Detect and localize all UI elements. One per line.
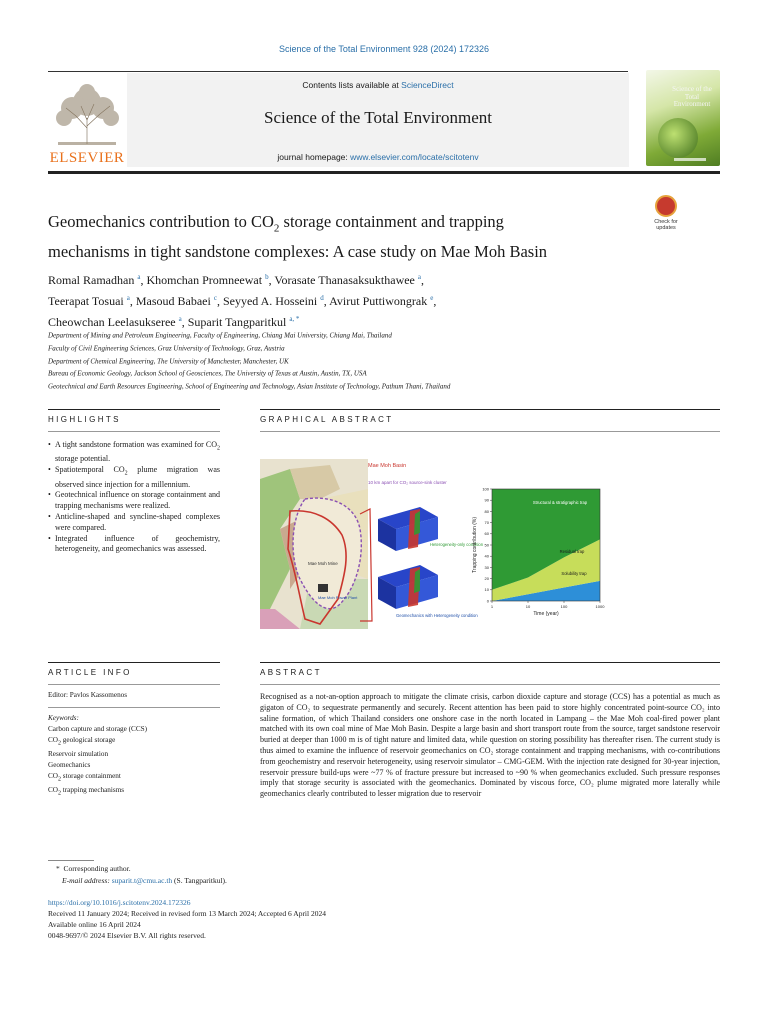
author-affil-sup[interactable]: b — [265, 273, 269, 281]
author-name[interactable]: Masoud Babaei — [135, 294, 211, 308]
article-info-heading: ARTICLE INFO — [48, 668, 132, 677]
abstract-body: Recognised as a not-an-option approach to mitigate the climate crisis, carbon dioxide capture and storage (CCS) has a potential as much as gigaton of CO₂ to sequestrate permanently and securely. Recent attention has been paid to store highly concentrated point-source CO₂ into saline formation, of which Thailand considers one onshore case in the north located in Lampang – the Mae Moh coal-fired power plant matched with its own coal mine of Mae Moh Basin. Despite a large basin and short transport route from the source, target sandstone reservoir buried at deeper than 1000 m is of tight nature and limited data, while question on storing possibility has thereafter risen. The current study is thus aimed to examine the influence of reservoir geomechanics on CO₂ storage containment and trapping mechanisms, with co-contributions from geochemistry and reservoir heterogeneity, using reservoir simulator – CMG-GEM. With the injection rate designed for 30-year injection, reservoir pressure build-ups were ~77 % of fracture pressure but increased to ~90 % when geomechanics excluded. Such pressure responses imply that storage security is associated with the geomechanics. Dominated by viscous force, CO₂ plume migrated more laterally while geomechanics clearly contributed to lesser migration due to reservoir — [260, 692, 720, 799]
region-label-solubility: Solubility trap — [561, 571, 587, 576]
affiliation-item — [48, 379, 688, 392]
highlight-item: • Spatiotemporal $CO_2$ plume migration was observed since injection for a millennium. — [48, 465, 220, 490]
graphical-abstract-heading: GRAPHICAL ABSTRACT — [260, 415, 394, 424]
y-axis-label: Trapping contribution (%) — [472, 517, 478, 573]
keyword-item: Carbon capture and storage (CCS) — [48, 725, 148, 733]
x-axis-label: Time (year) — [533, 611, 559, 617]
received-dates: Received 11 January 2024; Received in revised form 13 March 2024; Accepted 6 April 2024 — [48, 909, 326, 918]
affil-text: Bureau of Economic Geology, Jackson School of Geosciences, The University of Texas at Austin, Austin, TX, USA — [48, 369, 367, 378]
y-tick-label: 40 — [484, 553, 489, 559]
affil-text: Department of Mining and Petroleum Engineering, Faculty of Engineering, Chiang Mai University, Chiang Mai, Thailand — [48, 331, 392, 340]
reservoir-model-heterogeneity — [378, 507, 438, 551]
graphical-abstract-subrule — [260, 431, 720, 432]
email-owner: (S. Tangparitkul). — [174, 876, 227, 885]
highlights-heading: HIGHLIGHTS — [48, 415, 121, 424]
check-updates-label: Check for updates — [654, 219, 678, 231]
author-affil-sup[interactable]: a — [126, 294, 130, 302]
highlights-subrule — [48, 431, 220, 432]
author-affil-sup[interactable]: a — [137, 273, 141, 281]
article-info-rule — [48, 662, 220, 663]
cover-title: Science of the Total Environment — [672, 85, 712, 108]
cover-leaf-graphic — [658, 118, 698, 158]
author-name[interactable]: Cheowchan Leelasukseree — [48, 315, 176, 329]
y-tick-label: 70 — [484, 520, 489, 525]
keywords-label: Keywords: — [48, 714, 79, 722]
corresponding-author — [56, 864, 131, 875]
footnote-rule — [48, 860, 94, 861]
abstract-heading: ABSTRACT — [260, 668, 322, 677]
y-tick-label: 10 — [484, 587, 489, 593]
elsevier-wordmark: ELSEVIER — [49, 150, 125, 166]
reservoir-model-geomechanics — [378, 565, 438, 609]
map-title: Mae Moh Basin — [368, 463, 407, 469]
graphical-abstract-rule — [260, 409, 720, 410]
email-link[interactable]: suparit.t@cmu.ac.th — [111, 876, 173, 885]
affil-text: Faculty of Civil Engineering Sciences, Graz University of Technology, Graz, Austria — [48, 344, 285, 353]
check-updates-icon — [655, 195, 677, 217]
keyword-item: Geomechanics — [48, 760, 91, 769]
affiliation-item — [48, 366, 688, 379]
condition-2-label: Geomechanics with Heterogeneity condition — [396, 613, 478, 618]
y-tick-label: 80 — [484, 508, 489, 514]
journal-reference[interactable]: Science of the Total Environment 928 (2024) 172326 — [279, 44, 489, 54]
title-line-2: mechanisms in tight sandstone complexes: A case study on Mae Moh Basin — [48, 242, 548, 262]
x-tick-label: 1000 — [595, 604, 605, 609]
asterisk-mark: * — [56, 864, 60, 873]
author-name[interactable]: Seyyed A. Hosseini — [222, 294, 318, 308]
highlights-rule — [48, 409, 220, 410]
author-name[interactable]: Teerapat Tosuai — [48, 294, 124, 308]
contents-line — [127, 80, 629, 90]
doi-link[interactable] — [48, 898, 191, 909]
region-label-residual: Residual trap — [559, 549, 585, 554]
keyword-item: $CO_2$ geological storage — [48, 735, 116, 747]
journal-title: Science of the Total Environment — [264, 108, 492, 127]
keyword-item: $CO_2$ trapping mechanisms — [48, 785, 125, 797]
abstract-subrule — [260, 684, 720, 685]
plant-label: Mae Moh Power Plant — [318, 595, 358, 600]
author-list: Romal Ramadhan $^a$, Khomchan Promneewat $^b$, Vorasate Thanasaksukthawee $^a$, Teerapat Tosuai $^a$, Masoud Babaei $^c$, Seyyed A. Hosseini $^d$, Avirut Puttiwongrak $^e$, Cheowchan Leelasukseree $^a$, Suparit Tangparitkul $^{a, *}$ — [48, 273, 437, 329]
email-label: E-mail address: — [62, 876, 110, 885]
author-name[interactable]: Romal Ramadhan — [48, 273, 135, 287]
author-name[interactable]: Suparit Tangparitkul — [187, 315, 287, 329]
copyright-line: 0048-9697/© 2024 Elsevier B.V. All rights reserved. — [48, 931, 206, 940]
y-tick-label: 100 — [482, 486, 489, 492]
affiliation-item — [48, 328, 688, 341]
author-affil-sup[interactable]: e — [430, 294, 434, 302]
check-for-updates-button[interactable] — [646, 195, 686, 231]
author-affil-sup[interactable]: c — [213, 294, 217, 302]
contents-prefix: Contents lists available at — [302, 80, 402, 90]
y-tick-label: 90 — [484, 497, 489, 503]
highlight-item: • Anticline-shaped and syncline-shaped complexes were compared. — [48, 512, 220, 534]
highlight-item: • Integrated influence of geochemistry, heterogeneity, and geomechanics was assessed. — [48, 534, 220, 556]
affiliation-list — [48, 328, 688, 392]
header-bottom-rule — [48, 171, 720, 174]
title-subscript: 2 — [273, 222, 280, 235]
author-affil-sup[interactable]: a, * — [289, 315, 300, 323]
doi-text[interactable]: https://doi.org/10.1016/j.scitotenv.2024.172326 — [48, 898, 191, 907]
affiliation-item — [48, 341, 688, 354]
x-tick-label: 100 — [560, 604, 568, 609]
keyword-list — [48, 724, 220, 799]
region-label-structural: Structural & stratigraphic trap — [532, 500, 588, 505]
author-name[interactable]: Vorasate Thanasaksukthawee — [274, 273, 415, 287]
keywords-rule — [48, 707, 220, 708]
condition-1-label: Heterogeneity-only condition — [430, 542, 484, 547]
journal-homepage — [127, 152, 629, 162]
article-title — [48, 210, 638, 263]
x-tick-label: 10 — [525, 604, 531, 609]
affil-text: Geotechnical and Earth Resources Engineering, School of Engineering and Technology, Asian Institute of Technology, Pathum Thani, Thailand — [48, 382, 451, 391]
cover-label-bar — [674, 158, 706, 161]
author-name[interactable]: Avirut Puttiwongrak — [329, 294, 428, 308]
author-name[interactable]: Khomchan Promneewat — [146, 273, 263, 287]
y-tick-label: 20 — [484, 576, 489, 581]
author-affil-sup[interactable]: d — [320, 294, 324, 302]
abstract-rule — [260, 662, 720, 663]
x-tick-label: 1 — [490, 604, 494, 609]
y-tick-label: 30 — [484, 564, 489, 570]
keyword-item: Reservoir simulation — [48, 750, 109, 759]
y-tick-label: 60 — [484, 531, 489, 537]
homepage-link[interactable]: www.elsevier.com/locate/scitotenv — [350, 152, 479, 162]
map-note: 10 km apart for CO₂ source-sink cluster — [368, 480, 447, 485]
header-top-rule — [48, 71, 628, 72]
journal-cover-image[interactable] — [646, 70, 720, 166]
mine-label: Mae Moh Mine — [308, 561, 338, 566]
highlight-item: • A tight sandstone formation was examined for $CO_2$ storage potential. — [48, 440, 220, 465]
sciencedirect-link[interactable]: ScienceDirect — [401, 80, 454, 90]
author-affil-sup[interactable]: a — [178, 315, 182, 323]
power-plant-icon — [318, 584, 328, 592]
author-affil-sup[interactable]: a — [417, 273, 421, 281]
article-info-subrule — [48, 684, 220, 685]
affil-text: Department of Chemical Engineering, The University of Manchester, Manchester, UK — [48, 356, 289, 365]
affiliation-item — [48, 354, 688, 367]
editor-line: Editor: Pavlos Kassomenos — [48, 691, 128, 699]
email-line — [62, 876, 227, 887]
keyword-item: $CO_2$ storage containment — [48, 771, 121, 783]
available-online: Available online 16 April 2024 — [48, 920, 141, 929]
title-part-2: storage containment and trapping — [279, 212, 504, 231]
y-tick-label: 50 — [484, 542, 489, 548]
highlight-item: • Geotechnical influence on storage containment and trapping mechanisms were realized. — [48, 490, 220, 512]
highlights-list — [48, 440, 220, 555]
corresponding-label: Corresponding author. — [63, 864, 131, 873]
y-tick-label: 0 — [486, 598, 489, 604]
title-part-1: Geomechanics contribution to CO — [48, 212, 274, 231]
graphical-abstract-figure[interactable] — [260, 459, 610, 629]
homepage-prefix: journal homepage: — [277, 152, 351, 162]
trapping-chart — [472, 486, 605, 617]
